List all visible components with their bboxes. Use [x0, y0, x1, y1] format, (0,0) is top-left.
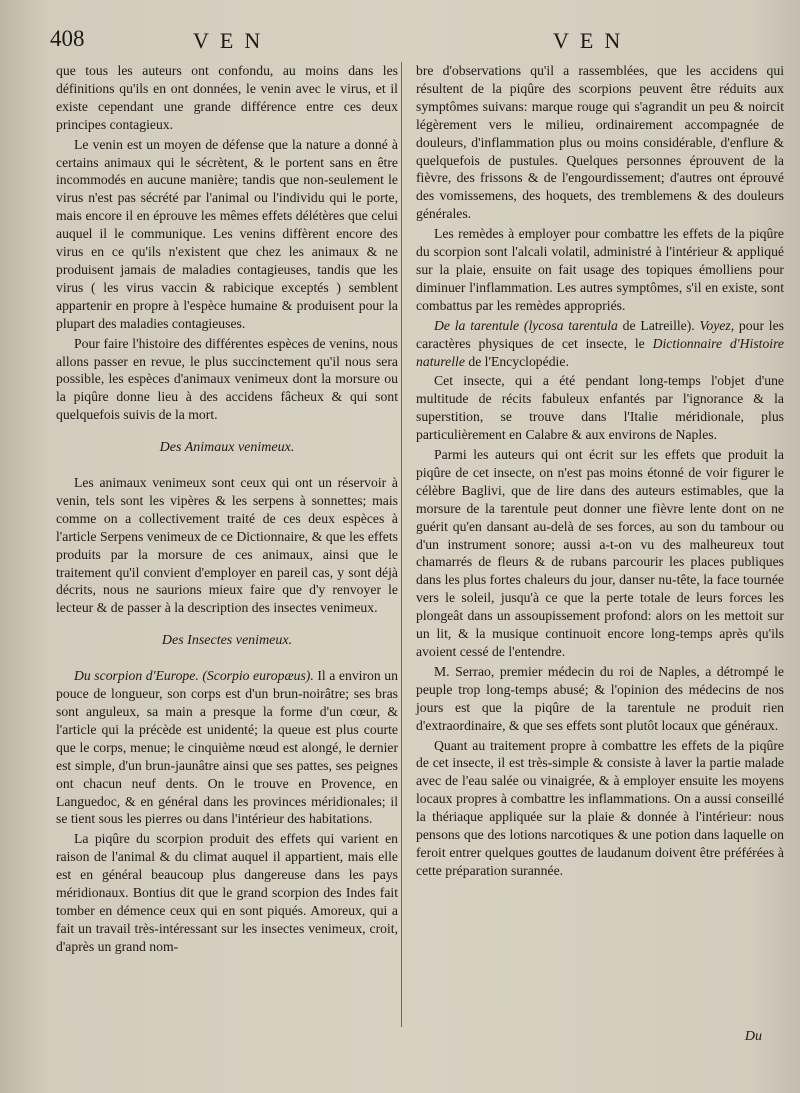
paragraph: Parmi les auteurs qui ont écrit sur les effets que produit la piqûre de cet insecte, on n'est pas moins étonné de voir figurer le célèbre Baglivi, que de lire dans des auteurs estimables, que la morsure de la tarentule peut donner une fièvre lente dont on ne guérit qu'en dansant au-delà de ses forces, au son du tambour ou d'un instrument sonore; aussi a-t-on vu des malheureux tout chamarrés de fleurs & de rubans parcourir les places publiques dans les plus fortes chaleurs du jour, danser nu-tête, la face tournée vers le soleil, jusqu'à ce que la perte totale de leurs forces les plongeât dans un assoupissement profond: alors on les mettoit sur un lit, & la musique continuoit encore long-temps après qu'ils avoient cessé de l'entendre. — [416, 447, 784, 659]
header-word-left: VEN — [193, 28, 272, 53]
cross-reference: Voyez, — [699, 317, 735, 333]
entry-text: pour les caractères physiques de cet insecte, le — [416, 317, 785, 351]
paragraph: Les remèdes à employer pour combattre les effets de la piqûre du scorpion sont l'alcali volatil, administré à l'intérieur & appliqué sur la plaie, ensuite on fait usage des topiques émolliens pour diminuer l'inflammation. Les autres symptômes, s'il en existe, sont combattus par les remèdes appropriés. — [416, 226, 784, 313]
page-number: 408 — [50, 26, 85, 51]
entry-title: Du scorpion d'Europe. (Scorpio europæus). — [74, 668, 314, 684]
paragraph: M. Serrao, premier médecin du roi de Naples, a détrompé le peuple trop long-temps abusé; & l'opinion des médecins de nos jours est que la piqûre de la tarentule ne produit rien d'extraordinaire, & que ses effets sont plutôt locaux que généraux. — [416, 663, 784, 733]
paragraph: Cet insecte, qui a été pendant long-temps l'objet d'une multitude de récits fabuleux enfantés par l'ignorance & la superstition, se trouve dans l'Italie méridionale, plus particulièrement en Calabre & aux environs de Naples. — [416, 373, 784, 443]
entry-text: de Latreille). — [617, 317, 700, 333]
entry-title: De la tarentule (lycosa tarentula — [434, 317, 618, 333]
paragraph: que tous les auteurs ont confondu, au moins dans les définitions qu'ils en ont données, le venin avec le virus, et il existe cependant une grande différence entre ces deux principes contagieux. — [56, 63, 398, 132]
section-heading: Des Insectes venimeux. — [161, 633, 293, 649]
entry-text: Il a environ un pouce de longueur, son corps est d'un brun-noirâtre; ses bras sont anguleux, sa main a presque la forme d'un cœur, & l'article qui la précède est unidenté; la queue est plus courte que le corps, menue; le cinquième nœud est alongé, le dernier est simple, d'un brun-jaunâtre ainsi que ses pattes, ses peignes ont chacun neuf dents. On le trouve en Provence, en Languedoc, & en général dans les provinces méridionales; il se tient sous les pierres ou dans l'intérieur des habitations. — [56, 668, 398, 827]
paragraph — [56, 667, 398, 828]
column-rule — [401, 62, 402, 1027]
running-header — [0, 22, 800, 58]
catchword: Du — [744, 1029, 762, 1044]
paragraph: La piqûre du scorpion produit des effets qui varient en raison de l'animal & du climat auquel il appartient, mais elle est en général beaucoup plus dangereuse dans les pays méridionaux. Bontius dit que le grand scorpion des Indes fait tomber en démence ceux qui en sont piqués. Amoreux, qui a fait un travail très-intéressant sur les insectes venimeux, croit, d'après un grand nom- — [56, 831, 398, 954]
section-heading: Des Animaux venimeux. — [159, 440, 295, 456]
paragraph — [416, 317, 784, 371]
paragraph: bre d'observations qu'il a rassemblées, que les accidens qui résultent de la piqûre des scorpions peuvent être réduits aux symptômes suivans: marque rouge qui s'agrandit un peu & noircit légèrement vers le milieu, ordinairement accompagnée de douleurs, d'inflammation plus ou moins considérable, d'enflure & quelquefois de pustules. Quelques personnes éprouvent de la fièvre, des frissons & de l'engourdissement; d'autres ont éprouvé des vomissemens, des hoquets, des tremblemens & des douleurs générales. — [416, 63, 784, 222]
header-word-right: VEN — [553, 28, 632, 53]
paragraph: Quant au traitement propre à combattre les effets de la piqûre de cet insecte, il est très-simple & consiste à laver la partie malade avec de l'eau salée ou vinaigrée, & à employer ensuite les moyens locaux propres à combattre les inflammations. On a aussi conseillé la thériaque appliquée sur la plaie & donnée à l'intérieur: nous pensons que des lotions narcotiques & une potion dans laquelle on feroit entrer quelques gouttes de laudanum doivent être préférées à cette préparation surannée. — [416, 737, 784, 878]
right-column — [416, 62, 784, 882]
paragraph: Pour faire l'histoire des différentes espèces de venins, nous allons passer en revue, le plus succinctement qu'il nous sera possible, les espèces d'animaux venimeux dont la morsure ou la piqûre donne lieu à des accidens fâcheux & qui sont quelquefois suivis de la mort. — [56, 335, 398, 423]
paragraph: Le venin est un moyen de défense que la nature a donné à certains animaux qui le sécrètent, & le portent sans en être incommodés en aucune manière; tandis que non-seulement le virus n'est pas sécrété par l'animal ou l'individu qui le porte, mais encore il en éprouve les mêmes effets délétères que celui auquel il le communique. Les venins diffèrent encore des virus en ce qu'ils n'existent que chez les animaux & ne produisent jamais de maladies contagieuses, tandis que les virus ( les virus vaccin & rabicique exceptés ) semblent appartenir en propre à l'espèce humaine & produisent pour la plupart des maladies contagieuses. — [56, 136, 398, 331]
paragraph: Les animaux venimeux sont ceux qui ont un réservoir à venin, tels sont les vipères & les serpens à sonnettes; mais comme on a collectivement traité de ces deux espèces à l'article Serpens venimeux de ce Dictionnaire, & que les effets produits par la morsure de ces animaux, ainsi que le traitement qu'il convient d'employer en pareil cas, y sont déjà décrits, nous ne saurions mieux faire que d'y renvoyer le lecteur & de passer à la description des insectes venimeux. — [56, 475, 398, 616]
entry-text: de l'Encyclopédie. — [464, 353, 569, 369]
left-column — [56, 62, 398, 958]
dictionary-title: Dictionnaire d'Histoire naturelle — [416, 335, 784, 369]
